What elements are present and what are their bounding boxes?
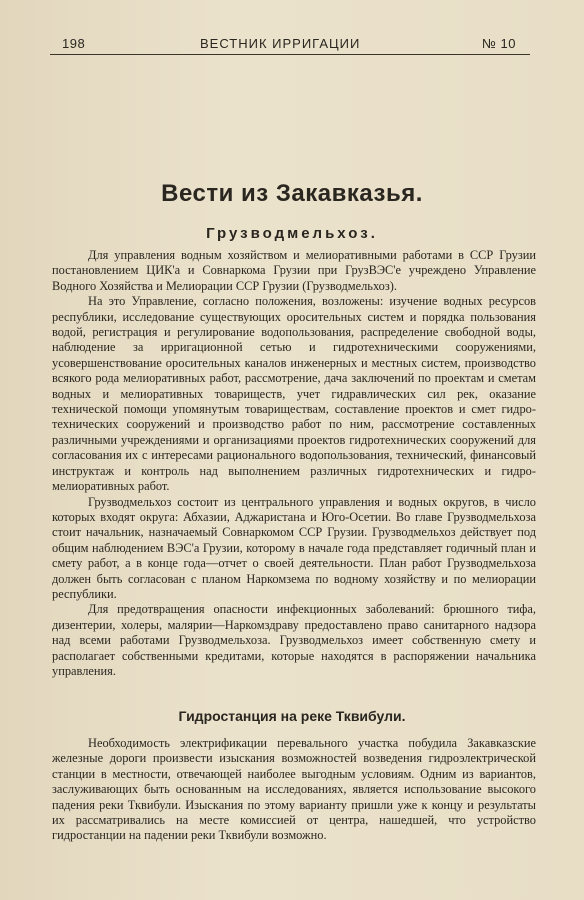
- section-body-tkvibuli: [52, 736, 536, 844]
- paragraph: Необходимость электрификации перевального участка побудила Закавказские железные дороги произвести изыскания возможностей возведения гидроэлектрической станции в местности, отвечающей наиболее выгодным условиям. Одним из вариантов, заслуживающих быть основанным на исследованиях, является использование высокого падения реки Тквибули. Изыскания по этому варианту пришли уже к концу и результаты их рассматривались на месте комиссией от центра, нашедшей, что устройство гидростанции на падении реки Тквибули возможно.: [52, 736, 536, 843]
- page-number: 198: [62, 36, 86, 51]
- paragraph: Для управления водным хозяйством и мелиоративными работами в ССР Грузии постановлением ЦИК'а и Совнаркома Грузии при ГрузВЭС'е учреждено Управление Водного Хозяйства и Мелиорации ССР Грузии (Грузводмельхоз).: [52, 248, 536, 293]
- section-title-gruzvodmelkhoz: Грузводмельхоз.: [206, 225, 378, 242]
- paragraph: Для предотвращения опасности инфекционных заболеваний: брюшного тифа, дизентерии, холеры, малярии—Наркомздраву предоставлено право санитарного надзора над всеми работами Грузводмельхоза. Грузводмельхоз имеет собственную смету и располагает собственными кредитами, которые находятся в распоряжении начальника управления.: [52, 602, 536, 678]
- journal-title: ВЕСТНИК ИРРИГАЦИИ: [200, 36, 361, 51]
- article-title: Вести из Закавказья.: [161, 180, 423, 207]
- running-header: [50, 36, 530, 55]
- paragraph: На это Управление, согласно положения, возложены: изучение водных ресурсов республики, исследование существующих оросительных систем и порядка пользования водой, регистрация и регулирование водопользования, распределение свободной воды, наблюдение за ирригационной сетью и гидротехническими сооружениями, усовершенствование оросительных каналов инженерных и местных систем, производство всякого рода мелиоративных работ, рассмотрение, дача заключений по проектам и сметам водных и мелиоративных товариществ, учет гидравлических сил рек, оказание технической помощи упомянутым товариществам, составление проектов и смет гидро-технических сооружений и производство работ по ним, рассмотрение составленных различными учреждениями и организациями проектов гидротехнических сооружений для согласования их с интересами рационального водопользования, технический, финансовый инструктаж и контроль над выполнением различных гидротехнических и гидро-мелиоративных работ.: [52, 294, 536, 494]
- section-title-tkvibuli: Гидростанция на реке Тквибули.: [178, 708, 406, 724]
- paragraph: Грузводмельхоз состоит из центрального управления и водных округов, в число которых входят округа: Абхазии, Аджаристана и Юго-Осетии. Во главе Грузводмельхоза стоит начальник, назначаемый Совнаркомом ССР Грузии. Грузводмельхоз действует под общим наблюдением ВЭС'а Грузии, которому в начале года представляет годичный план и смету работ, а в конце года—отчет о своей деятельности. План работ Грузводмельхоза должен быть согласован с планом Наркомзема по водному хозяйству и по мелиорации республики.: [52, 494, 536, 601]
- section-body-gruzvodmelkhoz: [52, 248, 536, 679]
- issue-number: № 10: [481, 36, 516, 51]
